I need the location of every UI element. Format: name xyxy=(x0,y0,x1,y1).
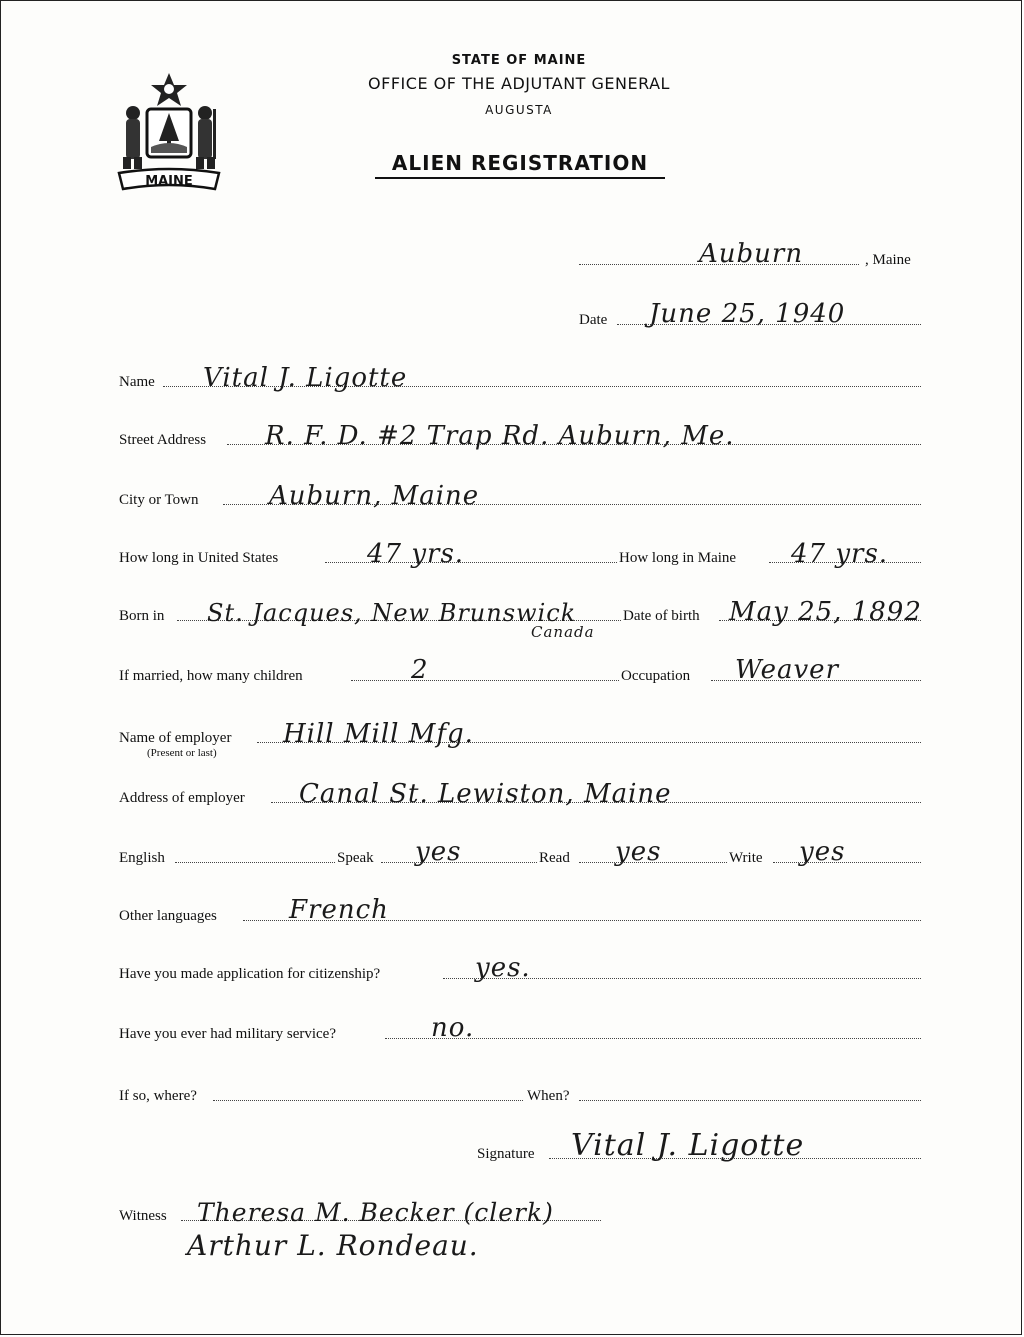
witness-value-1[interactable]: Theresa M. Becker (clerk) xyxy=(197,1198,554,1227)
name-row xyxy=(119,363,921,393)
maine-duration-value[interactable]: 47 yrs. xyxy=(791,539,889,569)
place-value[interactable]: Auburn xyxy=(699,239,804,269)
state-seal-icon xyxy=(113,69,225,197)
languages-row xyxy=(119,897,921,927)
citizenship-row xyxy=(119,955,921,985)
speak-value[interactable]: yes xyxy=(415,837,462,867)
duration-row xyxy=(119,539,921,569)
languages-value[interactable]: French xyxy=(289,895,389,925)
read-value[interactable]: yes xyxy=(615,837,662,867)
signature-row xyxy=(119,1128,921,1165)
children-value[interactable]: 2 xyxy=(411,655,429,685)
born-row xyxy=(119,597,921,627)
english-label: English xyxy=(119,850,165,866)
read-label: Read xyxy=(539,850,570,866)
header-city: AUGUSTA xyxy=(485,103,553,117)
born-note: Canada xyxy=(531,623,595,641)
birth-date-value[interactable]: May 25, 1892 xyxy=(729,597,922,627)
children-label: If married, how many children xyxy=(119,668,303,684)
witness-value-2[interactable]: Arthur L. Rondeau. xyxy=(187,1229,479,1262)
seal-banner-text: MAINE xyxy=(145,174,193,189)
employer-address-label: Address of employer xyxy=(119,790,245,806)
born-value[interactable]: St. Jacques, New Brunswick xyxy=(207,599,577,627)
city-label: City or Town xyxy=(119,492,199,508)
date-row xyxy=(119,301,921,331)
city-row xyxy=(119,481,921,511)
signature-value[interactable]: Vital J. Ligotte xyxy=(571,1128,805,1163)
employer-row xyxy=(119,719,921,749)
employer-value[interactable]: Hill Mill Mfg. xyxy=(283,719,474,749)
us-duration-value[interactable]: 47 yrs. xyxy=(367,539,465,569)
header-office: OFFICE OF THE ADJUTANT GENERAL xyxy=(368,74,670,93)
employer-sublabel: (Present or last) xyxy=(147,747,217,759)
english-row xyxy=(119,839,921,869)
form-title: ALIEN REGISTRATION xyxy=(375,151,665,179)
when-label: When? xyxy=(527,1088,570,1104)
place-row xyxy=(119,241,921,271)
maine-duration-label: How long in Maine xyxy=(619,550,737,566)
place-suffix: , Maine xyxy=(865,252,911,268)
languages-label: Other languages xyxy=(119,908,217,924)
name-value[interactable]: Vital J. Ligotte xyxy=(203,363,408,393)
date-label: Date xyxy=(579,312,608,328)
witness-label: Witness xyxy=(119,1208,167,1224)
citizenship-label: Have you made application for citizenship? xyxy=(119,966,381,982)
military-label: Have you ever had military service? xyxy=(119,1026,336,1042)
witness-row xyxy=(119,1197,921,1227)
employer-address-row xyxy=(119,779,921,809)
street-label: Street Address xyxy=(119,432,207,448)
us-duration-label: How long in United States xyxy=(119,550,279,566)
citizenship-value[interactable]: yes. xyxy=(475,953,531,983)
speak-label: Speak xyxy=(337,850,374,866)
occupation-label: Occupation xyxy=(621,668,691,684)
where-row xyxy=(119,1077,921,1107)
write-label: Write xyxy=(729,850,763,866)
children-row xyxy=(119,657,921,687)
employer-address-value[interactable]: Canal St. Lewiston, Maine xyxy=(299,779,672,809)
military-row xyxy=(119,1015,921,1045)
employer-label: Name of employer xyxy=(119,730,232,746)
date-value[interactable]: June 25, 1940 xyxy=(649,299,846,329)
where-label: If so, where? xyxy=(119,1088,197,1104)
military-value[interactable]: no. xyxy=(431,1013,475,1043)
write-value[interactable]: yes xyxy=(799,837,846,867)
signature-label: Signature xyxy=(477,1146,535,1162)
street-row xyxy=(119,421,921,451)
name-label: Name xyxy=(119,374,155,390)
header-state: STATE OF MAINE xyxy=(451,53,587,68)
born-label: Born in xyxy=(119,608,165,624)
occupation-value[interactable]: Weaver xyxy=(735,655,839,685)
birth-date-label: Date of birth xyxy=(623,608,700,624)
city-value[interactable]: Auburn, Maine xyxy=(269,481,480,511)
street-value[interactable]: R. F. D. #2 Trap Rd. Auburn, Me. xyxy=(265,421,735,451)
